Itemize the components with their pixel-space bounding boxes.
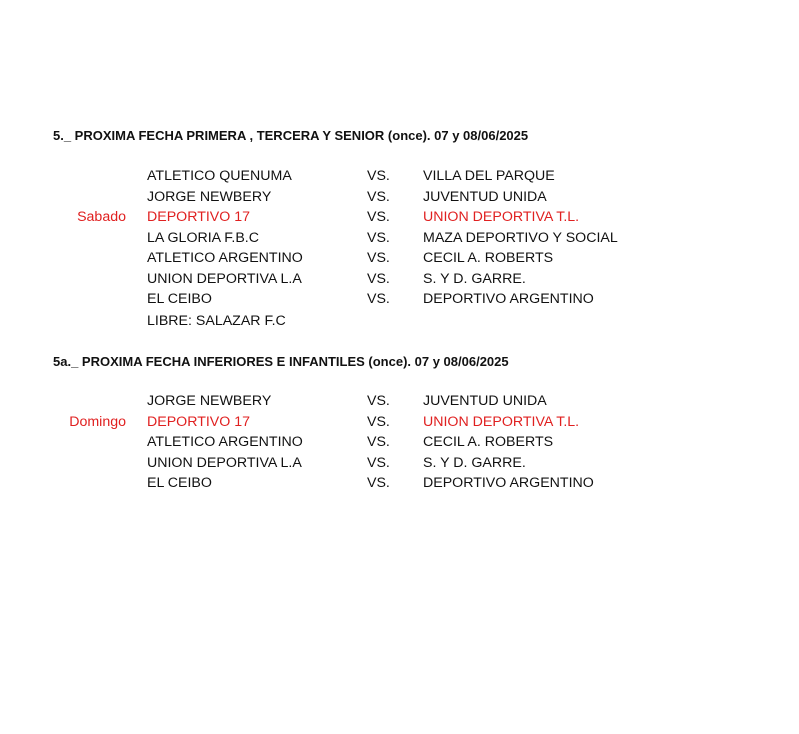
away-team: S. Y D. GARRE. (423, 270, 526, 287)
fixture-row (0, 187, 799, 208)
home-team: ATLETICO ARGENTINO (147, 434, 303, 450)
vs-label: VS. (367, 168, 390, 184)
fixture-row (0, 166, 799, 187)
away-team: JUVENTUD UNIDA (423, 393, 547, 409)
fixture-row (0, 207, 799, 228)
vs-label: VS. (367, 209, 390, 225)
vs-label: VS. (367, 434, 390, 450)
vs-label: VS. (367, 229, 390, 246)
home-team: DEPORTIVO 17 (147, 413, 251, 430)
fixture-row (0, 412, 799, 433)
home-team: UNION DEPORTIVA L.A (147, 270, 302, 287)
vs-label: VS. (367, 393, 390, 409)
home-team: JORGE NEWBERY (147, 188, 272, 205)
bye-team: LIBRE: SALAZAR F.C (147, 312, 286, 329)
fixture-row (0, 289, 799, 310)
section-title-inferiores: 5a._ PROXIMA FECHA INFERIORES E INFANTILES (once). 07 y 08/06/2025 (53, 354, 509, 369)
home-team: UNION DEPORTIVA L.A (147, 454, 302, 471)
home-team: DEPORTIVO 17 (147, 209, 251, 225)
vs-label: VS. (367, 188, 390, 205)
vs-label: VS. (367, 413, 390, 430)
vs-label: VS. (367, 270, 390, 287)
home-team: JORGE NEWBERY (147, 393, 272, 409)
fixture-row (0, 473, 799, 494)
bye-row (0, 310, 799, 332)
fixture-row (0, 391, 799, 412)
home-team: LA GLORIA F.B.C (147, 229, 259, 246)
away-team: S. Y D. GARRE. (423, 454, 526, 471)
match-day-label: Sabado (77, 209, 126, 225)
away-team: DEPORTIVO ARGENTINO (423, 291, 594, 307)
home-team: EL CEIBO (147, 291, 212, 307)
home-team: ATLETICO ARGENTINO (147, 250, 303, 266)
away-team: CECIL A. ROBERTS (423, 250, 554, 266)
fixture-row (0, 453, 799, 474)
home-team: ATLETICO QUENUMA (147, 168, 292, 184)
fixture-row (0, 228, 799, 249)
vs-label: VS. (367, 475, 390, 491)
section-title-primera: 5._ PROXIMA FECHA PRIMERA , TERCERA Y SENIOR (once). 07 y 08/06/2025 (53, 128, 529, 143)
away-team: JUVENTUD UNIDA (423, 188, 547, 205)
vs-label: VS. (367, 250, 390, 266)
away-team: VILLA DEL PARQUE (423, 168, 555, 184)
fixture-row (0, 269, 799, 290)
away-team: MAZA DEPORTIVO Y SOCIAL (423, 229, 618, 246)
match-day-label: Domingo (69, 413, 126, 430)
vs-label: VS. (367, 291, 390, 307)
fixture-list-inferiores (0, 391, 799, 494)
away-team: UNION DEPORTIVA T.L. (423, 413, 580, 430)
fixture-row (0, 432, 799, 453)
away-team: DEPORTIVO ARGENTINO (423, 475, 594, 491)
away-team: CECIL A. ROBERTS (423, 434, 554, 450)
fixture-row (0, 248, 799, 269)
vs-label: VS. (367, 454, 390, 471)
home-team: EL CEIBO (147, 475, 212, 491)
fixture-list-primera (0, 166, 799, 332)
away-team: UNION DEPORTIVA T.L. (423, 209, 580, 225)
